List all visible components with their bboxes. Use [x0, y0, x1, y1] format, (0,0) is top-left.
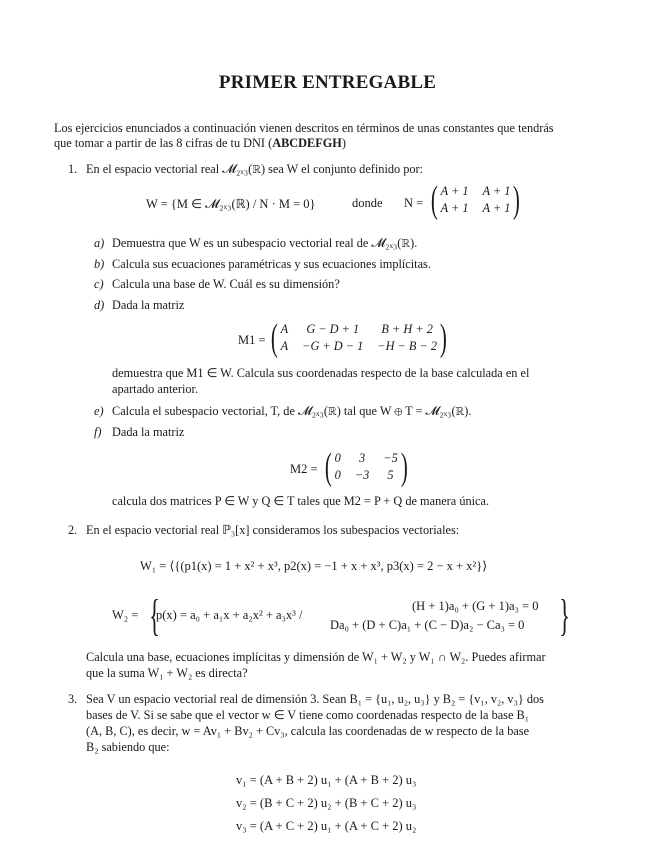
M2-cell: −3	[354, 468, 370, 482]
ex3-line-2: bases de V. Si se sabe que el vector w ∈ V tiene como coordenadas respecto de la base B₁	[86, 708, 529, 722]
N-cell: A + 1	[440, 201, 469, 215]
M1-cell: A	[280, 339, 289, 353]
ex1-f-label	[94, 423, 102, 441]
ex3-line-3: (A, B, C), es decir, w = Av₁ + Bv₂ + Cv₃, calcula las coordenadas de w respecto de la base	[86, 724, 530, 738]
ex2-W2-eq2: Da₀ + (D + C)a₁ + (C − D)a₂ − Ca₃ = 0	[330, 618, 525, 632]
dni-placeholder: ABCDEFGH	[272, 136, 342, 150]
M1-cell: A	[280, 322, 289, 336]
ex2-number: 2.	[68, 523, 78, 537]
ex2-W1: W₁ = ⟨{(p1(x) = 1 + x² + x³, p2(x) = −1 + x + x³, p3(x) = 2 − x + x²}⟩	[140, 559, 488, 573]
ex3-line-1: Sea V un espacio vectorial real de dimensión 3. Sean B₁ = {u₁, u₂, u₃} y B₂ = {v₁, v₂, v₃} dos	[86, 692, 544, 706]
ex1-N-label: N =	[404, 196, 424, 210]
ex1-N-matrix: ( A + 1 A + 1 A + 1 A + 1 )	[430, 179, 521, 221]
M1-cell: −G + D − 1	[302, 339, 364, 353]
M1-cell: G − D + 1	[306, 322, 360, 336]
ex3-number: 3.	[68, 692, 78, 706]
ex2-W2-label: W₂ =	[112, 608, 139, 622]
ex1-b-label	[94, 255, 104, 273]
label: c)	[94, 277, 104, 291]
ex1-c-text: Calcula una base de W. Cuál es su dimensión?	[112, 277, 340, 291]
label: a)	[94, 236, 105, 250]
ex1-c-label	[94, 275, 104, 293]
ex1-a-label	[94, 234, 104, 252]
M1-cell: B + H + 2	[381, 322, 433, 336]
M1-matrix: ( A G − D + 1 B + H + 2 A −G + D − 1 −H − B − 2 )	[270, 317, 447, 359]
ex1-e-label	[94, 402, 104, 420]
ex1-statement: En el espacio vectorial real 𝓜₂ₓ₃(ℝ) sea W el conjunto definido por:	[86, 162, 424, 176]
N-cell: A + 1	[482, 201, 511, 215]
ex3-v1: v₁ = (A + B + 2) u₁ + (A + B + 2) u₃	[236, 773, 417, 787]
page-title: PRIMER ENTREGABLE	[218, 72, 437, 93]
M2-cell: −5	[383, 451, 398, 465]
M2-cell: 0	[334, 451, 341, 465]
intro-line-2	[54, 134, 346, 152]
ex3-v2: v₂ = (B + C + 2) u₂ + (B + C + 2) u₃	[236, 796, 417, 810]
ex1-d-after-1: demuestra que M1 ∈ W. Calcula sus coordenadas respecto de la base calculada en el	[112, 366, 530, 380]
ex2-W2-left-brace: {	[149, 591, 160, 640]
ex1-f-after: calcula dos matrices P ∈ W y Q ∈ T tales que M2 = P + Q de manera única.	[112, 494, 490, 508]
M2-cell: 5	[387, 468, 394, 482]
M1-label: M1 =	[238, 333, 266, 347]
ex1-e-text: Calcula el subespacio vectorial, T, de 𝓜₂ₓ₃(ℝ) tal que W ⊕ T = 𝓜₂ₓ₃(ℝ).	[112, 404, 472, 418]
M2-cell: 3	[358, 451, 366, 465]
label: b)	[94, 257, 105, 271]
ex1-W-definition: W = {M ∈ 𝓜₂ₓ₃(ℝ) / N · M = 0}	[146, 197, 316, 211]
N-cell: A + 1	[482, 184, 511, 198]
intro-line-1: Los ejercicios enunciados a continuación vienen descritos en términos de unas constantes que tendrás	[54, 121, 554, 135]
ex2-statement: En el espacio vectorial real ℙ₃[x] consideramos los subespacios vectoriales:	[86, 523, 460, 537]
label: f)	[94, 425, 102, 439]
ex2-question-1: Calcula una base, ecuaciones implícitas y dimensión de W₁ + W₂ y W₁ ∩ W₂. Puedes afirmar	[86, 650, 546, 664]
intro-text: que tomar a partir de las 8 cifras de tu DNI (	[54, 136, 273, 150]
ex1-b-text: Calcula sus ecuaciones paramétricas y sus ecuaciones implícitas.	[112, 257, 431, 271]
ex1-f-text: Dada la matriz	[112, 425, 185, 439]
ex1-d-text: Dada la matriz	[112, 298, 185, 312]
ex2-W2-eq1: (H + 1)a₀ + (G + 1)a₃ = 0	[412, 599, 539, 613]
ex1-donde: donde	[352, 196, 383, 210]
label: e)	[94, 404, 104, 418]
N-cell: A + 1	[440, 184, 469, 198]
intro-close: )	[341, 136, 346, 150]
ex3-v3: v₃ = (A + C + 2) u₁ + (A + C + 2) u₂	[236, 819, 417, 833]
ex1-a-text: Demuestra que W es un subespacio vectorial real de 𝓜₂ₓ₃(ℝ).	[112, 236, 418, 250]
label: d)	[94, 298, 105, 312]
M2-label: M2 =	[290, 462, 318, 476]
ex2-question-2: que la suma W₁ + W₂ es directa?	[86, 666, 248, 680]
ex1-number: 1.	[68, 162, 78, 176]
M2-cell: 0	[334, 468, 341, 482]
ex3-line-4: B₂ sabiendo que:	[86, 740, 170, 754]
ex1-d-label	[94, 296, 104, 314]
ex1-d-after-2: apartado anterior.	[112, 382, 199, 396]
M2-matrix: ( 0 3 −5 0 −3 5 )	[324, 446, 408, 488]
M1-cell: −H − B − 2	[377, 339, 438, 353]
ex2-W2-left: p(x) = a₀ + a₁x + a₂x² + a₃x³ /	[156, 608, 303, 622]
ex2-W2-right-brace: }	[559, 591, 570, 640]
